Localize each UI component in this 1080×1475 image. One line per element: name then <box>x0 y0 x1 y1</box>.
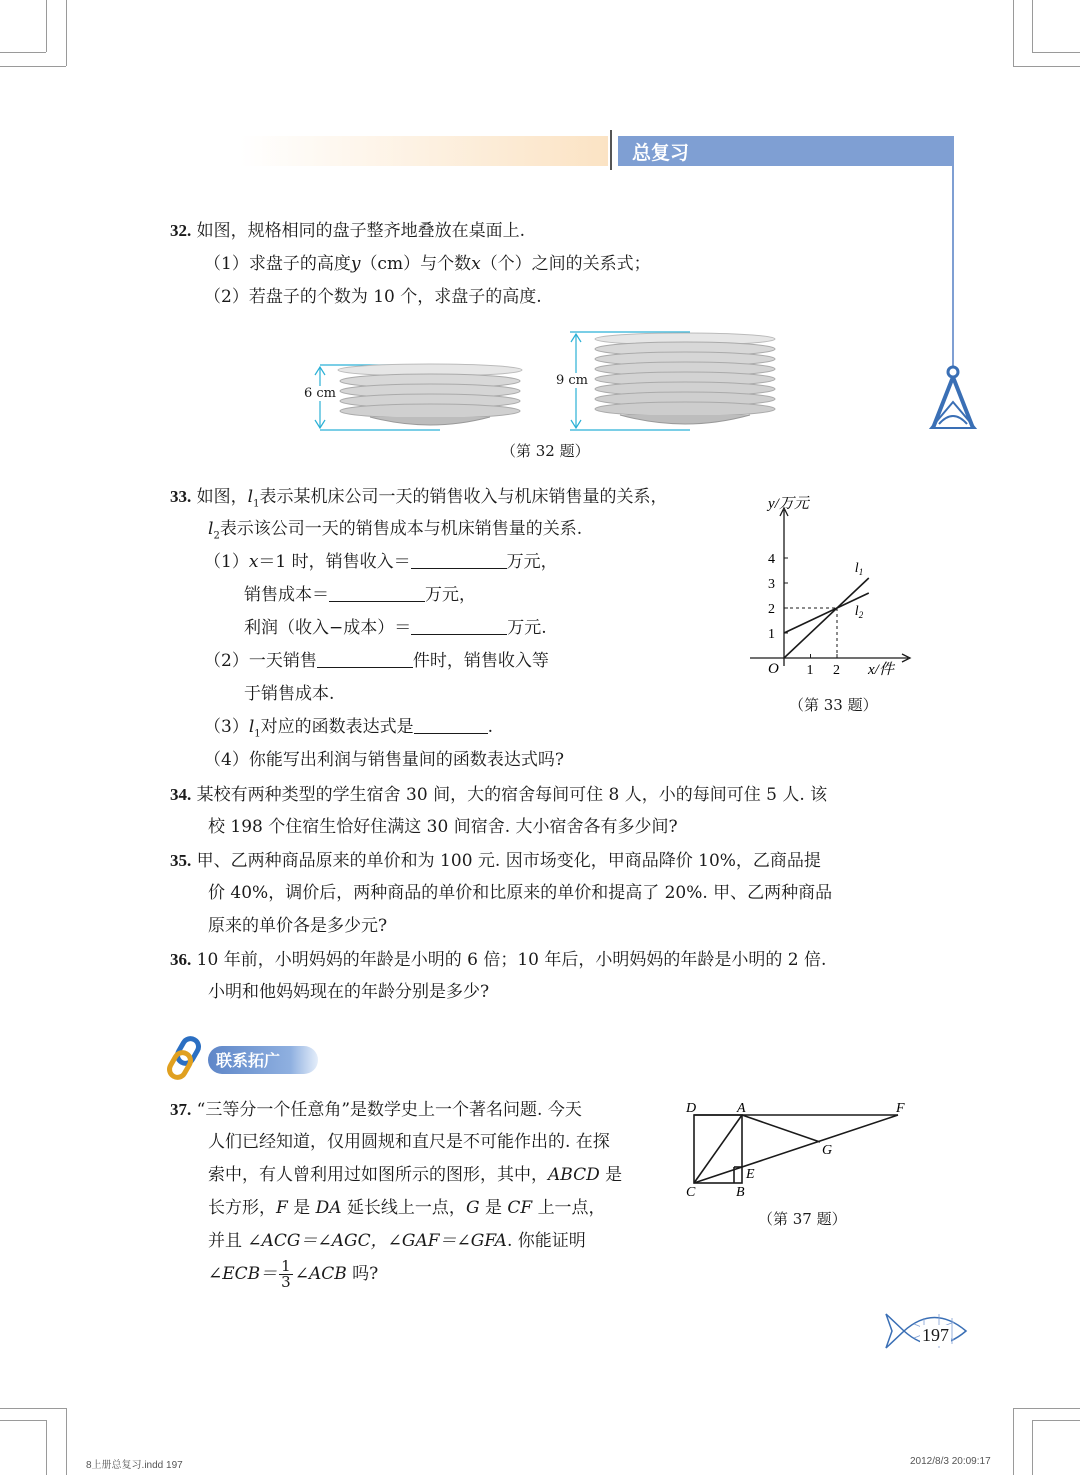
var-l: l <box>247 487 254 507</box>
height-label-tall: 9 cm <box>556 373 589 388</box>
x-tick-label: 2 <box>833 663 840 678</box>
var: F <box>276 1198 288 1218</box>
question-33-part2-cont: 于销售成本. <box>244 684 335 704</box>
crop-mark <box>66 0 67 66</box>
origin-label: O <box>768 661 779 677</box>
text: 延长线上一点， <box>346 1198 466 1218</box>
point-label-E: E <box>746 1167 755 1182</box>
question-33-cost <box>244 579 476 612</box>
subscript: 2 <box>213 530 220 542</box>
short-stack <box>315 364 522 430</box>
question-36 <box>170 943 826 977</box>
question-number: 32. <box>170 221 192 240</box>
question-35-line3: 原来的单价各是多少元? <box>208 916 388 936</box>
y-tick-label: 3 <box>768 577 775 592</box>
text: （3） <box>204 717 249 737</box>
answer-blank[interactable] <box>329 583 425 602</box>
question-34 <box>170 778 827 812</box>
text: 上一点， <box>537 1198 606 1218</box>
question-33-profit <box>244 612 547 645</box>
answer-blank[interactable] <box>411 616 507 635</box>
y-tick-label: 4 <box>768 552 775 567</box>
text: 是 <box>605 1165 623 1185</box>
point-label-D: D <box>686 1101 697 1116</box>
point-label-G: G <box>822 1143 833 1158</box>
text: . <box>487 717 494 737</box>
tall-stack <box>570 332 775 430</box>
text: “三等分一个任意角”是数学史上一个著名问题. 今天 <box>196 1100 582 1120</box>
var: DA <box>315 1198 342 1218</box>
compass-icon <box>925 362 981 434</box>
question-32 <box>170 214 525 248</box>
answer-blank[interactable] <box>317 649 413 668</box>
crop-mark <box>1013 0 1014 66</box>
text: 万元， <box>425 585 476 605</box>
question-36-line2: 小明和他妈妈现在的年龄分别是多少? <box>208 982 490 1002</box>
var: ABCD <box>548 1165 600 1185</box>
series-label: $l_2$ <box>854 604 864 620</box>
geometry-figure <box>682 1098 914 1202</box>
question-number: 37. <box>170 1100 192 1119</box>
text: 对应的函数表达式是 <box>260 717 414 737</box>
point-label-C: C <box>686 1185 696 1200</box>
var-x: x <box>471 254 481 274</box>
question-number: 33. <box>170 487 192 506</box>
text: 表示该公司一天的销售成本与机床销售量的关系. <box>219 519 583 539</box>
header-divider <box>610 130 612 170</box>
question-number: 34. <box>170 785 192 804</box>
point-label-F: F <box>896 1101 905 1116</box>
var-x: x <box>248 552 259 572</box>
text: 某校有两种类型的学生宿舍 30 间，大的宿舍每间可住 8 人，小的每间可住 5 人. 该 <box>196 785 828 805</box>
figure-caption: （第 32 题） <box>501 442 590 460</box>
question-33-part1 <box>204 546 558 579</box>
point-label-B: B <box>736 1185 745 1200</box>
footer-file: 8上册总复习.indd 197 <box>86 1460 183 1471</box>
text: （2）一天销售 <box>204 651 317 671</box>
point-label-A: A <box>737 1101 746 1116</box>
question-37-line3 <box>208 1159 622 1192</box>
text: 是 <box>484 1198 502 1218</box>
question-37-line4 <box>208 1192 606 1225</box>
series-label: $l_1$ <box>854 561 864 577</box>
question-32-part1 <box>204 248 651 281</box>
y-tick-label: 1 <box>768 627 775 642</box>
text: （cm）与个数 <box>360 254 472 274</box>
var: ∠ECB＝ <box>208 1264 278 1284</box>
crop-mark <box>0 1420 46 1421</box>
text: （个）之间的关系式； <box>480 254 651 274</box>
question-37-line6 <box>208 1258 378 1291</box>
fraction <box>279 1259 293 1290</box>
question-number: 35. <box>170 851 192 870</box>
line-chart <box>740 488 920 688</box>
text: 索中，有人曾利用过如图所示的图形，其中， <box>208 1165 548 1185</box>
subscript: 1 <box>253 498 260 510</box>
question-33-part2 <box>204 645 549 678</box>
question-35 <box>170 844 821 878</box>
question-number: 36. <box>170 950 192 969</box>
var: ∠ACG＝∠AGC，∠GAF＝∠GFA <box>247 1231 507 1251</box>
crop-mark <box>66 1408 67 1475</box>
crop-mark <box>46 1420 47 1475</box>
height-label-short: 6 cm <box>304 386 337 401</box>
text: 是 <box>293 1198 311 1218</box>
crop-mark <box>0 1408 66 1409</box>
page-number: 197 <box>922 1325 949 1345</box>
text: 如图， <box>196 487 248 507</box>
plates-figure <box>300 325 800 435</box>
text: 甲、乙两种商品原来的单价和为 100 元. 因市场变化，甲商品降价 10%，乙商品提 <box>196 851 821 871</box>
crop-mark <box>46 0 47 52</box>
var: CF <box>507 1198 533 1218</box>
figure-caption: （第 37 题） <box>758 1210 847 1228</box>
crop-mark <box>1032 0 1033 52</box>
x-tick-label: 1 <box>806 663 814 678</box>
crop-mark <box>1032 1420 1080 1421</box>
text: ＝1 时，销售收入＝ <box>258 552 411 572</box>
text: 利润（收入−成本）＝ <box>244 618 412 638</box>
page-title: 总复习 <box>632 142 690 164</box>
text: 表示某机床公司一天的销售收入与机床销售量的关系， <box>259 487 668 507</box>
text: 销售成本＝ <box>244 585 329 605</box>
answer-blank[interactable] <box>411 550 507 569</box>
x-axis-label: x/件 <box>868 662 894 678</box>
text: . 你能证明 <box>506 1231 586 1251</box>
margin-rule <box>952 166 954 366</box>
var: ∠ACB <box>294 1264 347 1284</box>
footer-timestamp: 2012/8/3 20:09:17 <box>910 1456 991 1467</box>
text: 10 年前，小明妈妈的年龄是小明的 6 倍；10 年后，小明妈妈的年龄是小明的 2 倍. <box>196 950 827 970</box>
text: 件时，销售收入等 <box>412 651 549 671</box>
text: 万元， <box>506 552 558 572</box>
text: 吗? <box>352 1264 379 1284</box>
numerator: 1 <box>281 1257 291 1275</box>
crop-mark <box>1013 1408 1080 1409</box>
crop-mark <box>0 66 66 67</box>
crop-mark <box>1013 66 1080 67</box>
text: 并且 <box>208 1231 242 1251</box>
header-gradient <box>240 136 608 166</box>
var-l: l <box>208 519 214 539</box>
question-37-line5 <box>208 1225 586 1258</box>
y-axis-label: y/万元 <box>768 496 809 512</box>
chain-link-icon <box>166 1036 206 1082</box>
question-35-line2: 价 40%，调价后，两种商品的单价和比原来的单价和提高了 20%. 甲、乙两种商品 <box>208 883 833 903</box>
crop-mark <box>1032 52 1080 53</box>
crop-mark <box>1013 1408 1014 1475</box>
crop-mark <box>0 52 46 53</box>
question-34-line2: 校 198 个住宿生恰好住满这 30 间宿舍. 大小宿舍各有多少间? <box>208 817 678 837</box>
figure-caption: （第 33 题） <box>789 696 878 714</box>
question-32-part2: （2）若盘子的个数为 10 个，求盘子的高度. <box>204 287 542 307</box>
var-l: l <box>248 717 255 737</box>
subscript: 1 <box>254 728 261 740</box>
question-33-part4: （4）你能写出利润与销售量间的函数表达式吗? <box>204 750 564 770</box>
question-37-line2: 人们已经知道，仅用圆规和直尺是不可能作出的. 在探 <box>208 1132 610 1152</box>
var-y: y <box>350 254 361 274</box>
section-title: 联系拓广 <box>216 1051 281 1070</box>
answer-blank[interactable] <box>414 715 488 734</box>
question-text: 如图，规格相同的盘子整齐地叠放在桌面上. <box>196 221 526 241</box>
var: G <box>465 1198 480 1218</box>
text: （1）求盘子的高度 <box>204 254 351 274</box>
text: 万元. <box>507 618 547 638</box>
text: （1） <box>204 552 249 572</box>
denominator: 3 <box>281 1273 291 1291</box>
text: 长方形， <box>208 1198 276 1218</box>
crop-mark <box>1032 1420 1033 1475</box>
y-tick-label: 2 <box>768 602 775 617</box>
question-37 <box>170 1093 582 1127</box>
